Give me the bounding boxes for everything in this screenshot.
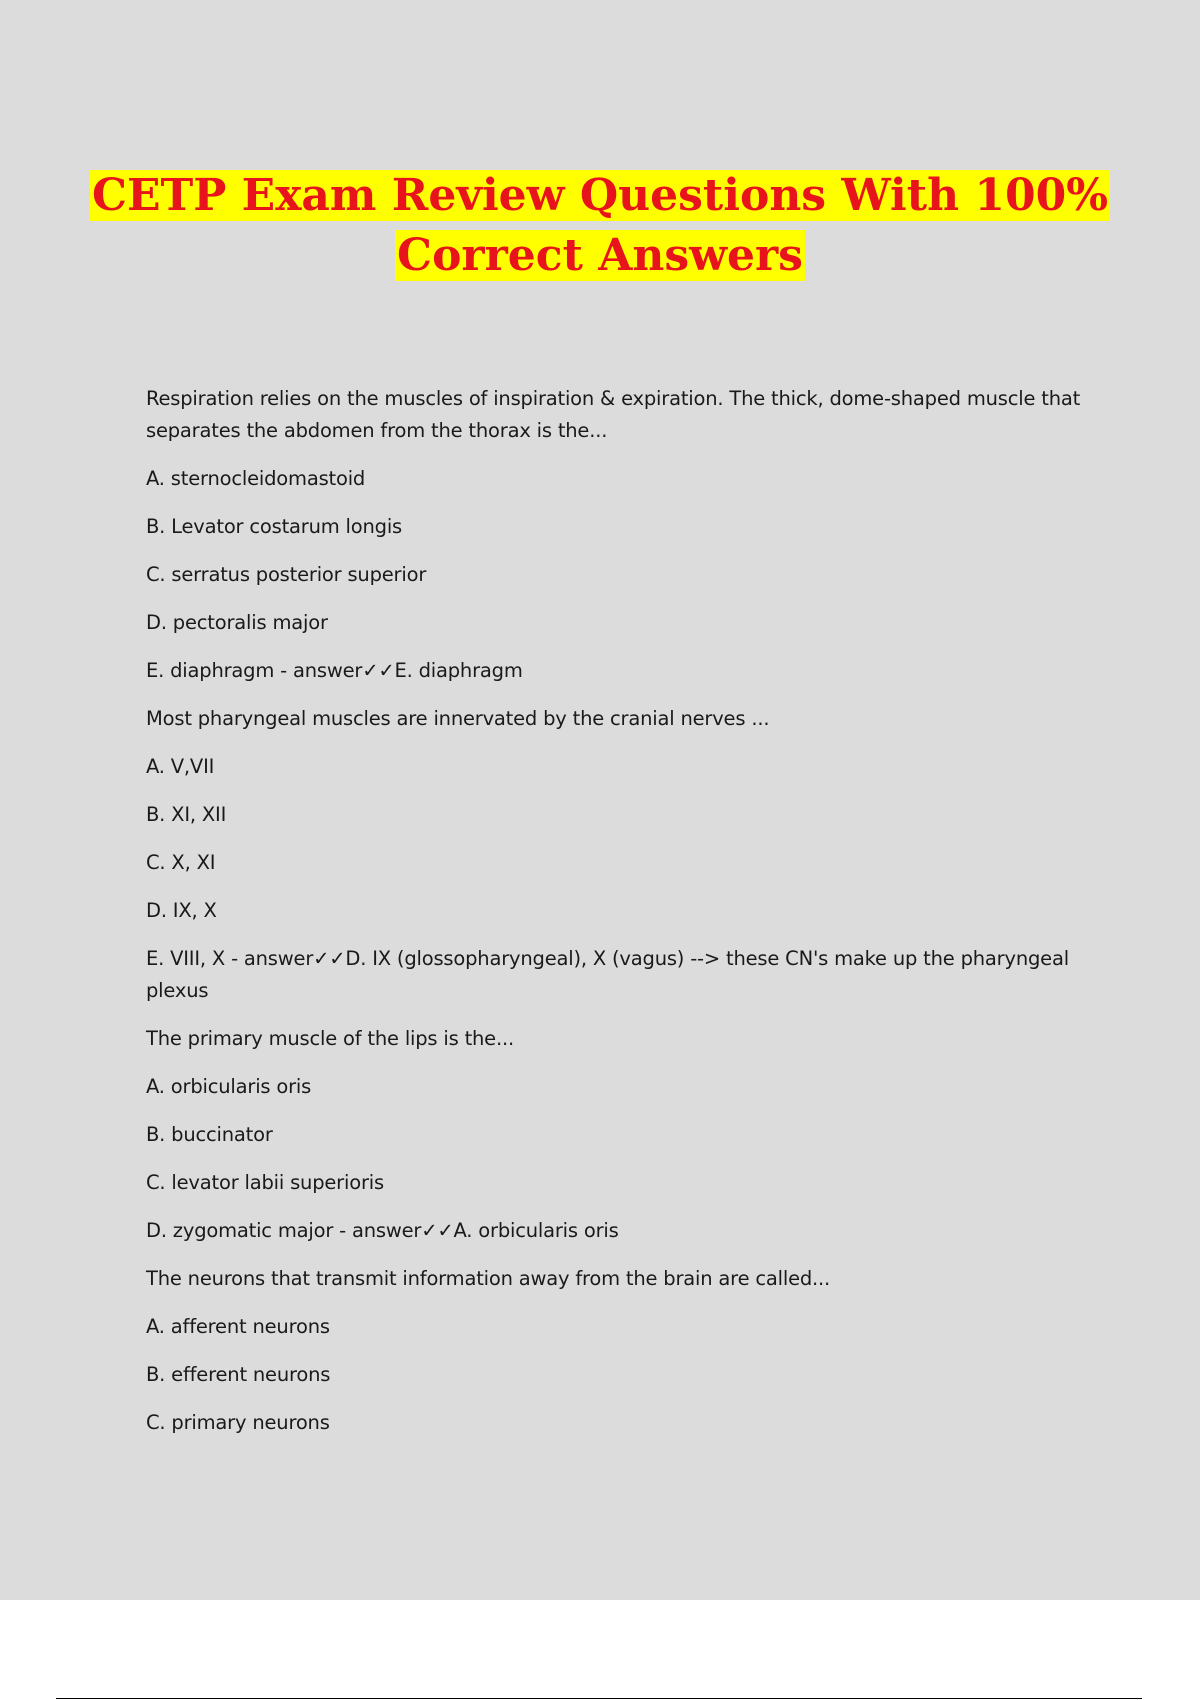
q2-option-d: D. IX, X: [146, 899, 217, 922]
q2-option-e-answer: E. VIII, X - answer✓✓D. IX (glossopharyngeal), X (vagus) --> these CN's make up the pharyngeal plexus: [146, 947, 1069, 1002]
q3-option-a: A. orbicularis oris: [146, 1075, 312, 1098]
title-line-1: CETP Exam Review Questions With 100%: [91, 170, 1109, 221]
question-1: Respiration relies on the muscles of inspiration & expiration. The thick, dome-shaped muscle that separates the abdomen from the thorax is the...: [146, 387, 1081, 442]
q1-option-d: D. pectoralis major: [146, 611, 328, 634]
document-title: [0, 166, 1200, 286]
title-line-2: Correct Answers: [397, 230, 803, 281]
page-footer-rule: [56, 1698, 1142, 1699]
q1-option-c: C. serratus posterior superior: [146, 563, 427, 586]
q1-option-e-answer: E. diaphragm - answer✓✓E. diaphragm: [146, 659, 523, 682]
q3-option-d-answer: D. zygomatic major - answer✓✓A. orbicularis oris: [146, 1219, 619, 1242]
question-2: Most pharyngeal muscles are innervated by the cranial nerves ...: [146, 707, 770, 730]
question-3: The primary muscle of the lips is the...: [146, 1027, 514, 1050]
q4-option-a: A. afferent neurons: [146, 1315, 330, 1338]
document-body: [146, 383, 1086, 1455]
q2-option-a: A. V,VII: [146, 755, 215, 778]
q4-option-b: B. efferent neurons: [146, 1363, 331, 1386]
q3-option-c: C. levator labii superioris: [146, 1171, 384, 1194]
q4-option-c: C. primary neurons: [146, 1411, 330, 1434]
q3-option-b: B. buccinator: [146, 1123, 273, 1146]
question-4: The neurons that transmit information away from the brain are called...: [146, 1267, 831, 1290]
q1-option-a: A. sternocleidomastoid: [146, 467, 366, 490]
q2-option-b: B. XI, XII: [146, 803, 227, 826]
q1-option-b: B. Levator costarum longis: [146, 515, 403, 538]
q2-option-c: C. X, XI: [146, 851, 216, 874]
